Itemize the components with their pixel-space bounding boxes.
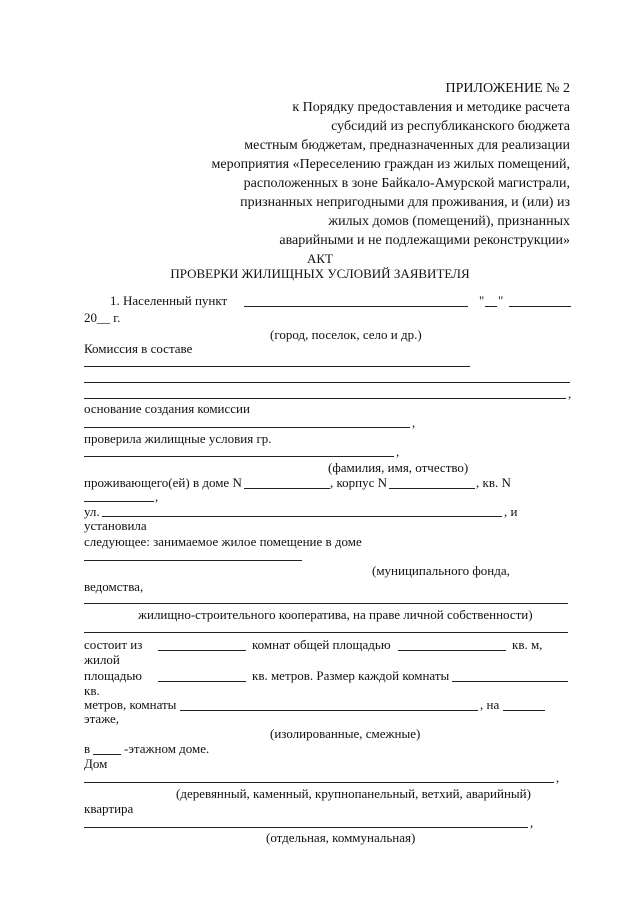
commission-line-3[interactable] <box>84 398 566 399</box>
consists-label: состоит из <box>84 637 143 652</box>
and-label: , и <box>504 504 518 519</box>
appendix-line-5: расположенных в зоне Байкало-Амурской магистрали, <box>243 176 570 191</box>
hint-fund: (муниципального фонда, <box>372 563 510 578</box>
comma-2: , <box>412 415 416 430</box>
house-number-field[interactable] <box>244 488 330 489</box>
comma-4: , <box>155 489 159 504</box>
building-label: , корпус N <box>330 475 388 490</box>
living-area-field[interactable] <box>158 681 246 682</box>
sqm-label: кв. м, <box>512 637 543 652</box>
day-field[interactable] <box>485 306 497 307</box>
dwelling-field[interactable] <box>84 560 302 561</box>
appendix-line-4: мероприятия «Переселению граждан из жилых помещений, <box>211 157 570 172</box>
basis-field[interactable] <box>84 427 410 428</box>
living-label: жилой <box>84 652 120 667</box>
hint-house: (деревянный, каменный, крупнопанельный, ветхий, аварийный) <box>176 786 531 801</box>
ownership-field[interactable] <box>84 603 568 604</box>
street-label: ул. <box>84 504 100 519</box>
appendix-line-8: аварийными и не подлежащими реконструкции» <box>279 233 570 248</box>
hint-rooms: (изолированные, смежные) <box>270 726 421 741</box>
ownership-field-2[interactable] <box>84 632 568 633</box>
storeys-field[interactable] <box>93 754 121 755</box>
commission-line-2[interactable] <box>84 382 570 383</box>
size-label: кв. метров. Размер каждой комнаты <box>252 668 450 683</box>
hint-flat: (отдельная, коммунальная) <box>266 830 416 845</box>
comma-5: , <box>556 770 560 785</box>
kv-label: кв. <box>84 683 100 698</box>
quote-open: " <box>479 293 485 308</box>
floor-field[interactable] <box>503 710 545 711</box>
street-field[interactable] <box>102 516 502 517</box>
appendix-line-3: местным бюджетам, предназначенных для реализации <box>244 138 570 153</box>
flat-type-field[interactable] <box>84 827 528 828</box>
basis-label: основание создания комиссии <box>84 401 250 416</box>
applicant-name-field[interactable] <box>84 456 394 457</box>
house-type-field[interactable] <box>84 782 554 783</box>
area-label: площадью <box>84 668 142 683</box>
flat-label: квартира <box>84 801 134 816</box>
following-label: следующее: занимаемое жилое помещение в доме <box>84 534 362 549</box>
rooms-type-field[interactable] <box>180 710 478 711</box>
comma-1: , <box>568 386 572 401</box>
dept-label: ведомства, <box>84 579 144 594</box>
quote-close: " <box>498 293 504 308</box>
comma-3: , <box>396 444 400 459</box>
checked-label: проверила жилищные условия гр. <box>84 431 272 446</box>
residing-label: проживающего(ей) в доме N <box>84 475 242 490</box>
total-area-field[interactable] <box>398 650 506 651</box>
doc-subtitle: ПРОВЕРКИ ЖИЛИЩНЫХ УСЛОВИЙ ЗАЯВИТЕЛЯ <box>170 266 470 281</box>
hint-locality: (город, поселок, село и др.) <box>270 327 422 342</box>
year-label: 20__ г. <box>84 310 121 325</box>
in-label: в <box>84 741 91 756</box>
appendix-line-2: субсидий из республиканского бюджета <box>331 119 570 134</box>
commission-line-1[interactable] <box>84 366 470 367</box>
month-field[interactable] <box>509 306 571 307</box>
appendix-line-7: жилых домов (помещений), признанных <box>328 214 570 229</box>
storey-label: -этажном доме. <box>124 741 210 756</box>
hint-name: (фамилия, имя, отчество) <box>328 460 469 475</box>
rooms-count-field[interactable] <box>158 650 246 651</box>
on-label: , на <box>480 697 500 712</box>
meters-rooms-label: метров, комнаты <box>84 697 177 712</box>
commission-label: Комиссия в составе <box>84 341 193 356</box>
house-label: Дом <box>84 756 108 771</box>
floor-label: этаже, <box>84 711 120 726</box>
apartment-number-field[interactable] <box>84 501 154 502</box>
doc-title: АКТ <box>307 251 333 266</box>
room-sizes-field[interactable] <box>452 681 568 682</box>
apt-label: , кв. N <box>476 475 511 490</box>
appendix-title: ПРИЛОЖЕНИЕ № 2 <box>445 81 570 96</box>
item1-label: 1. Населенный пункт <box>110 293 228 308</box>
appendix-line-6: признанных непригодными для проживания, и (или) из <box>240 195 570 210</box>
rooms-area-label: комнат общей площадью <box>252 637 391 652</box>
hint-coop: жилищно-строительного кооператива, на праве личной собственности) <box>138 607 533 622</box>
building-number-field[interactable] <box>389 488 475 489</box>
established-label: установила <box>84 518 147 533</box>
comma-6: , <box>530 815 534 830</box>
appendix-line-1: к Порядку предоставления и методике расчета <box>292 100 570 115</box>
locality-field[interactable] <box>244 306 468 307</box>
